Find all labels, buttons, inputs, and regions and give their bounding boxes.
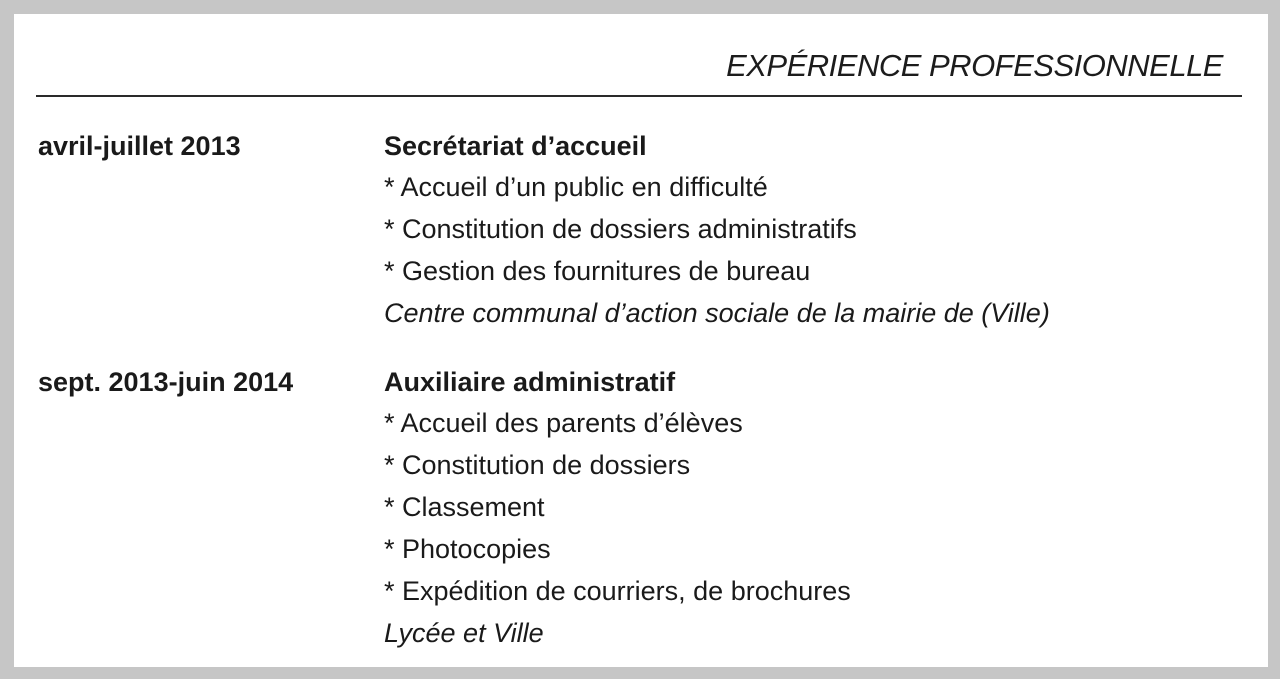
experience-dates: avril-juillet 2013 — [38, 131, 241, 161]
employer: Lycée et Ville — [384, 618, 544, 648]
task-item: * Constitution de dossiers administratifs — [384, 214, 857, 244]
task-list — [384, 402, 851, 612]
task-item: * Accueil des parents d’élèves — [384, 408, 743, 438]
task-item: * Classement — [384, 492, 545, 522]
task-item: * Photocopies — [384, 534, 551, 564]
job-title: Secrétariat d’accueil — [384, 131, 647, 161]
task-item: * Accueil d’un public en difficulté — [384, 172, 768, 202]
experience-details — [384, 362, 851, 654]
task-item: * Constitution de dossiers — [384, 450, 691, 480]
section-divider — [36, 95, 1242, 97]
section-title: EXPÉRIENCE PROFESSIONNELLE — [726, 48, 1223, 83]
task-list — [384, 166, 1050, 292]
task-item: * Gestion des fournitures de bureau — [384, 256, 811, 286]
task-item: * Expédition de courriers, de brochures — [384, 576, 851, 606]
employer: Centre communal d’action sociale de la mairie de (Ville) — [384, 298, 1050, 328]
job-title: Auxiliaire administratif — [384, 367, 676, 397]
experience-details — [384, 126, 1050, 334]
experience-dates: sept. 2013-juin 2014 — [38, 367, 294, 397]
